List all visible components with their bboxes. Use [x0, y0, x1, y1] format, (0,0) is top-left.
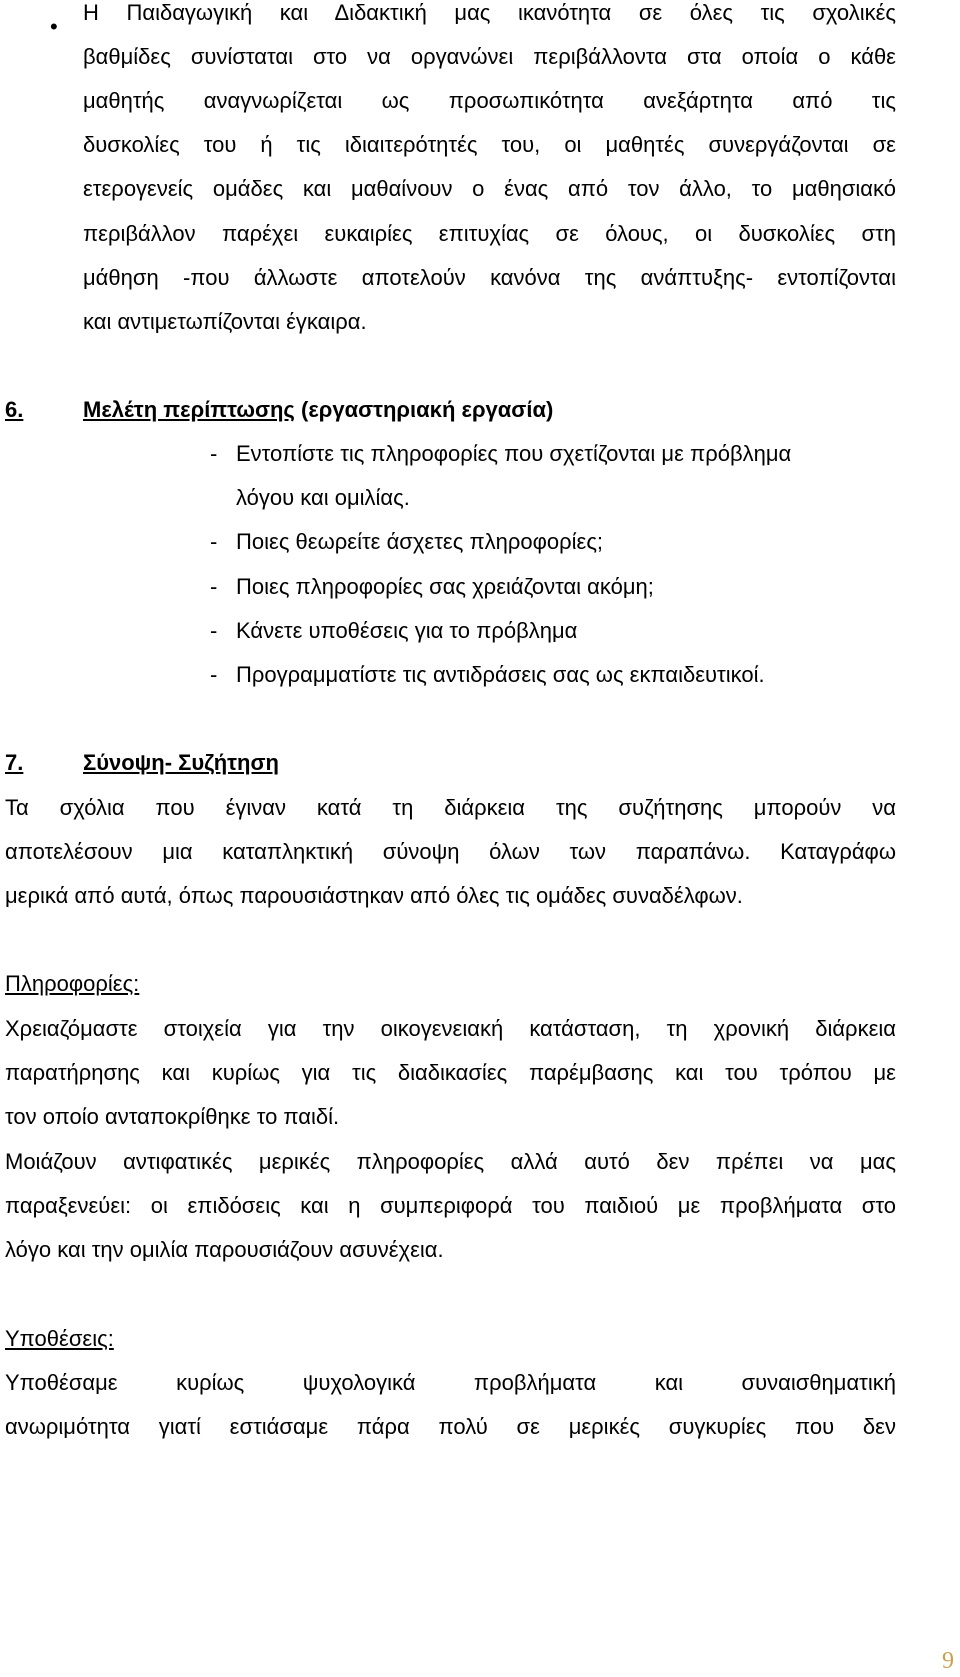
- list-dash: -: [210, 662, 218, 687]
- bullet-marker: •: [50, 14, 58, 39]
- paragraph-line: Χρειαζόμαστε στοιχεία για την οικογενειακή κατάσταση, τη χρονική διάρκεια: [5, 1016, 896, 1041]
- paragraph-line: ετερογενείς ομάδες και μαθαίνουν ο ένας από τον άλλο, το μαθησιακό: [83, 176, 896, 201]
- list-item: Ποιες πληροφορίες σας χρειάζονται ακόμη;: [236, 574, 654, 599]
- section-number: 6.: [5, 397, 24, 422]
- list-item: Ποιες θεωρείτε άσχετες πληροφορίες;: [236, 529, 604, 554]
- list-item: λόγου και ομιλίας.: [236, 485, 410, 510]
- section-title: Σύνοψη- Συζήτηση: [83, 750, 279, 775]
- list-item: Προγραμματίστε τις αντιδράσεις σας ως εκπαιδευτικοί.: [236, 662, 765, 687]
- paragraph-line: Η Παιδαγωγική και Διδακτική μας ικανότητα σε όλες τις σχολικές: [83, 0, 896, 25]
- paragraph-line: παρατήρησης και κυρίως για τις διαδικασίες παρέμβασης και του τρόπου με: [5, 1060, 896, 1085]
- paragraph-line: μερικά από αυτά, όπως παρουσιάστηκαν από όλες τις ομάδες συναδέλφων.: [5, 883, 743, 908]
- paragraph-line: αποτελέσουν μια καταπληκτική σύνοψη όλων των παραπάνω. Καταγράφω: [5, 839, 896, 864]
- section-number: 7.: [5, 750, 24, 775]
- paragraph-line: Τα σχόλια που έγιναν κατά τη διάρκεια της συζήτησης μπορούν να: [5, 795, 896, 820]
- list-item: Κάνετε υποθέσεις για το πρόβλημα: [236, 618, 578, 643]
- paragraph-line: Υποθέσαμε κυρίως ψυχολογικά προβλήματα και συναισθηματική: [5, 1370, 896, 1395]
- paragraph-line: παραξενεύει: οι επιδόσεις και η συμπεριφορά του παιδιού με προβλήματα στο: [5, 1193, 896, 1218]
- hypotheses-heading: Υποθέσεις:: [5, 1326, 114, 1351]
- list-dash: -: [210, 574, 218, 599]
- list-dash: -: [210, 529, 218, 554]
- paragraph-line: περιβάλλον παρέχει ευκαιρίες επιτυχίας σε όλους, οι δυσκολίες στη: [83, 221, 896, 246]
- list-item: Εντοπίστε τις πληροφορίες που σχετίζονται με πρόβλημα: [236, 441, 792, 466]
- section-heading: [83, 750, 279, 776]
- paragraph-line: λόγο και την ομιλία παρουσιάζουν ασυνέχεια.: [5, 1237, 444, 1262]
- list-dash: -: [210, 618, 218, 643]
- list-dash: -: [210, 441, 218, 466]
- paragraph-line: Μοιάζουν αντιφατικές μερικές πληροφορίες αλλά αυτό δεν πρέπει να μας: [5, 1149, 896, 1174]
- paragraph-line: μάθηση -που άλλωστε αποτελούν κανόνα της ανάπτυξης- εντοπίζονται: [83, 265, 896, 290]
- paragraph-line: βαθμίδες συνίσταται στο να οργανώνει περιβάλλοντα στα οποία ο κάθε: [83, 44, 896, 69]
- page-number: 9: [942, 1648, 954, 1674]
- section-title: Μελέτη περίπτωσης: [83, 397, 295, 422]
- paragraph-line: και αντιμετωπίζονται έγκαιρα.: [83, 309, 367, 334]
- paragraph-line: δυσκολίες του ή τις ιδιαιτερότητές του, οι μαθητές συνεργάζονται σε: [83, 132, 896, 157]
- section-heading: [83, 397, 553, 423]
- paragraph-line: ανωριμότητα γιατί εστιάσαμε πάρα πολύ σε μερικές συγκυρίες που δεν: [5, 1414, 896, 1439]
- paragraph-line: μαθητής αναγνωρίζεται ως προσωπικότητα ανεξάρτητα από τις: [83, 88, 896, 113]
- section-subtitle: (εργαστηριακή εργασία): [294, 397, 554, 422]
- info-heading: Πληροφορίες:: [5, 971, 140, 996]
- paragraph-line: τον οποίο ανταποκρίθηκε το παιδί.: [5, 1104, 340, 1129]
